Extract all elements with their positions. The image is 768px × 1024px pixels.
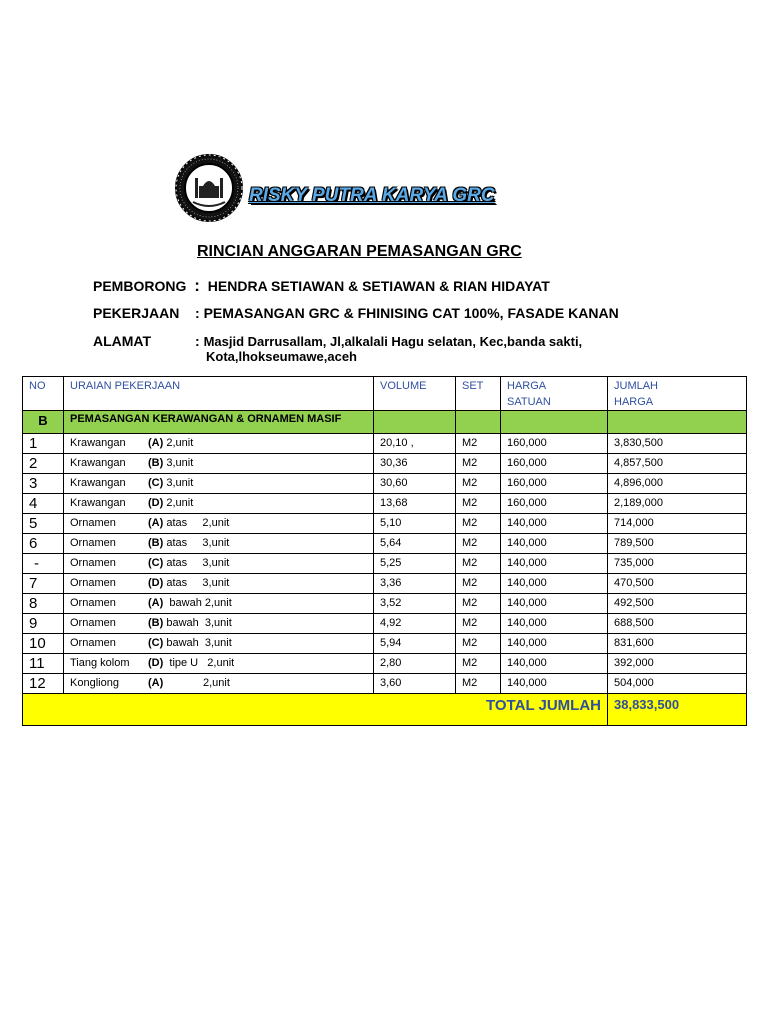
table-row <box>23 434 747 454</box>
row-volume: 4,92 <box>374 614 456 634</box>
row-uraian <box>64 534 374 554</box>
company-logo <box>173 152 523 224</box>
row-code: (D) <box>148 497 164 509</box>
row-harga: 160,000 <box>501 454 608 474</box>
row-set: M2 <box>456 614 501 634</box>
row-set: M2 <box>456 654 501 674</box>
row-no: 9 <box>23 614 64 634</box>
row-detail: tipe U 2,unit <box>163 657 235 669</box>
info-pekerjaan <box>93 305 619 321</box>
row-jumlah: 4,896,000 <box>608 474 747 494</box>
table-row <box>23 534 747 554</box>
row-volume: 13,68 <box>374 494 456 514</box>
table-row <box>23 594 747 614</box>
row-jumlah: 504,000 <box>608 674 747 694</box>
row-set: M2 <box>456 574 501 594</box>
row-volume: 3,36 <box>374 574 456 594</box>
row-uraian <box>64 614 374 634</box>
row-detail: 3,unit <box>163 477 194 489</box>
row-detail: bawah 2,unit <box>163 597 232 609</box>
row-no: 6 <box>23 534 64 554</box>
row-detail: 3,unit <box>163 457 194 469</box>
row-detail: atas 3,unit <box>163 537 230 549</box>
row-jumlah: 735,000 <box>608 554 747 574</box>
section-no: B <box>23 411 64 434</box>
total-value: 38,833,500 <box>608 694 747 726</box>
header-volume: VOLUME <box>374 377 456 411</box>
row-uraian <box>64 554 374 574</box>
row-set: M2 <box>456 494 501 514</box>
total-row <box>23 694 747 726</box>
budget-table <box>22 376 747 726</box>
row-harga: 140,000 <box>501 534 608 554</box>
row-item: Krawangan <box>70 457 126 469</box>
row-item: Ornamen <box>70 517 116 529</box>
row-jumlah: 831,600 <box>608 634 747 654</box>
company-name: RISKY PUTRA KARYA GRC <box>249 185 495 206</box>
row-jumlah: 2,189,000 <box>608 494 747 514</box>
row-code: (A) <box>148 677 164 689</box>
row-detail: atas 3,unit <box>163 577 230 589</box>
row-detail: 2,unit <box>163 437 194 449</box>
table-row <box>23 474 747 494</box>
row-item: Kongliong <box>70 677 119 689</box>
info-alamat-line2: Kota,lhokseumawe,aceh <box>206 349 357 364</box>
row-set: M2 <box>456 434 501 454</box>
row-jumlah: 789,500 <box>608 534 747 554</box>
header-harga-line2: SATUAN <box>507 396 551 408</box>
row-code: (A) <box>148 517 164 529</box>
row-jumlah: 392,000 <box>608 654 747 674</box>
row-volume: 5,64 <box>374 534 456 554</box>
row-uraian <box>64 474 374 494</box>
row-set: M2 <box>456 594 501 614</box>
row-uraian <box>64 574 374 594</box>
row-jumlah: 470,500 <box>608 574 747 594</box>
info-label: PEMBORONG <box>93 278 187 294</box>
row-harga: 160,000 <box>501 494 608 514</box>
table-row <box>23 494 747 514</box>
row-set: M2 <box>456 534 501 554</box>
row-code: (D) <box>148 577 164 589</box>
row-uraian <box>64 514 374 534</box>
row-detail: atas 2,unit <box>163 517 230 529</box>
row-detail: bawah 3,unit <box>163 637 232 649</box>
row-detail: atas 3,unit <box>163 557 230 569</box>
row-volume: 5,10 <box>374 514 456 534</box>
table-row <box>23 614 747 634</box>
header-uraian: URAIAN PEKERJAAN <box>64 377 374 411</box>
row-item: Krawangan <box>70 477 126 489</box>
row-jumlah: 688,500 <box>608 614 747 634</box>
row-jumlah: 4,857,500 <box>608 454 747 474</box>
row-harga: 160,000 <box>501 474 608 494</box>
row-volume: 3,60 <box>374 674 456 694</box>
section-empty <box>608 411 747 434</box>
row-volume: 30,60 <box>374 474 456 494</box>
row-item: Ornamen <box>70 617 116 629</box>
info-label: ALAMAT <box>93 333 152 349</box>
row-no: 12 <box>23 674 64 694</box>
row-code: (B) <box>148 617 164 629</box>
section-empty <box>374 411 456 434</box>
row-uraian <box>64 674 374 694</box>
info-value: HENDRA SETIAWAN & SETIAWAN & RIAN HIDAYAT <box>207 278 550 294</box>
row-uraian <box>64 454 374 474</box>
row-no: 11 <box>23 654 64 674</box>
row-set: M2 <box>456 674 501 694</box>
row-volume: 3,52 <box>374 594 456 614</box>
row-item: Ornamen <box>70 597 116 609</box>
info-separator: : <box>195 305 200 321</box>
table-header-row <box>23 377 747 411</box>
info-pemborong <box>93 276 550 296</box>
row-harga: 140,000 <box>501 614 608 634</box>
table-row <box>23 574 747 594</box>
row-harga: 160,000 <box>501 434 608 454</box>
row-code: (D) <box>148 657 164 669</box>
row-volume: 2,80 <box>374 654 456 674</box>
table-row <box>23 554 747 574</box>
row-harga: 140,000 <box>501 514 608 534</box>
row-item: Ornamen <box>70 557 116 569</box>
row-no: 3 <box>23 474 64 494</box>
table-row <box>23 654 747 674</box>
row-uraian <box>64 634 374 654</box>
total-label: TOTAL JUMLAH <box>23 694 608 726</box>
row-item: Ornamen <box>70 537 116 549</box>
row-volume: 5,94 <box>374 634 456 654</box>
row-jumlah: 714,000 <box>608 514 747 534</box>
row-detail: 2,unit <box>163 677 230 689</box>
row-code: (C) <box>148 557 164 569</box>
row-item: Krawangan <box>70 497 126 509</box>
row-code: (C) <box>148 637 164 649</box>
row-harga: 140,000 <box>501 594 608 614</box>
info-label: PEKERJAAN <box>93 305 180 321</box>
row-uraian <box>64 654 374 674</box>
header-set: SET <box>456 377 501 411</box>
section-empty <box>456 411 501 434</box>
row-item: Ornamen <box>70 577 116 589</box>
row-code: (C) <box>148 477 164 489</box>
row-harga: 140,000 <box>501 554 608 574</box>
header-jumlah-line2: HARGA <box>614 396 654 408</box>
info-value: PEMASANGAN GRC & FHINISING CAT 100%, FASADE KANAN <box>203 305 619 321</box>
company-seal-icon <box>173 152 245 224</box>
row-no: 5 <box>23 514 64 534</box>
header-jumlah-line1: JUMLAH <box>614 380 659 392</box>
info-alamat <box>93 333 582 349</box>
row-harga: 140,000 <box>501 574 608 594</box>
header-jumlah-harga <box>608 377 747 411</box>
table-row <box>23 674 747 694</box>
row-code: (B) <box>148 537 164 549</box>
table-body <box>23 434 747 694</box>
table-row <box>23 634 747 654</box>
row-detail: 2,unit <box>163 497 194 509</box>
row-set: M2 <box>456 514 501 534</box>
row-code: (B) <box>148 457 164 469</box>
row-no: 7 <box>23 574 64 594</box>
row-no: - <box>23 554 64 574</box>
row-jumlah: 492,500 <box>608 594 747 614</box>
row-volume: 5,25 <box>374 554 456 574</box>
row-harga: 140,000 <box>501 634 608 654</box>
info-value: Masjid Darrusallam, Jl,alkalali Hagu selatan, Kec,banda sakti, <box>203 334 583 349</box>
table-row <box>23 514 747 534</box>
row-code: (A) <box>148 437 164 449</box>
document-title: RINCIAN ANGGARAN PEMASANGAN GRC <box>197 243 522 260</box>
row-item: Ornamen <box>70 637 116 649</box>
header-no: NO <box>23 377 64 411</box>
row-no: 10 <box>23 634 64 654</box>
row-harga: 140,000 <box>501 654 608 674</box>
row-no: 8 <box>23 594 64 614</box>
row-item: Tiang kolom <box>70 657 130 669</box>
row-uraian <box>64 494 374 514</box>
row-harga: 140,000 <box>501 674 608 694</box>
row-uraian <box>64 594 374 614</box>
info-separator: : <box>195 333 200 349</box>
row-set: M2 <box>456 474 501 494</box>
row-uraian <box>64 434 374 454</box>
section-empty <box>501 411 608 434</box>
section-title: PEMASANGAN KERAWANGAN & ORNAMEN MASIF <box>64 411 374 434</box>
header-harga-line1: HARGA <box>507 380 547 392</box>
row-volume: 30,36 <box>374 454 456 474</box>
header-harga-satuan <box>501 377 608 411</box>
row-jumlah: 3,830,500 <box>608 434 747 454</box>
row-detail: bawah 3,unit <box>163 617 232 629</box>
row-set: M2 <box>456 634 501 654</box>
row-no: 1 <box>23 434 64 454</box>
row-code: (A) <box>148 597 164 609</box>
section-row <box>23 411 747 434</box>
row-set: M2 <box>456 554 501 574</box>
info-separator: : <box>194 276 200 295</box>
table-row <box>23 454 747 474</box>
row-volume: 20,10 , <box>374 434 456 454</box>
row-set: M2 <box>456 454 501 474</box>
row-item: Krawangan <box>70 437 126 449</box>
row-no: 4 <box>23 494 64 514</box>
row-no: 2 <box>23 454 64 474</box>
